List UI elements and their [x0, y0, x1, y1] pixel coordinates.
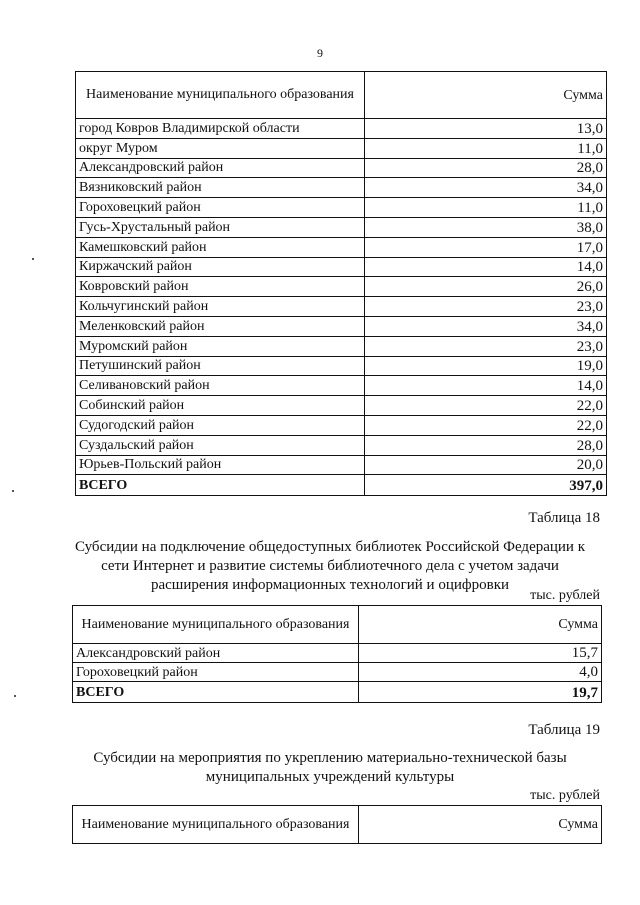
scan-speck [12, 490, 14, 492]
table-header-row [73, 606, 602, 644]
table-row [76, 415, 607, 435]
table-18-label: Таблица 18 [528, 510, 600, 526]
row-value: 13,0 [365, 119, 607, 139]
column-header-sum: Сумма [359, 806, 602, 844]
table-row [76, 455, 607, 475]
row-value: 11,0 [365, 138, 607, 158]
row-value: 28,0 [365, 158, 607, 178]
row-name: Гороховецкий район [76, 198, 365, 218]
table-row [76, 376, 607, 396]
column-header-name: Наименование муниципального образования [73, 606, 359, 644]
table-row [76, 119, 607, 139]
page-number: 9 [317, 46, 323, 60]
table-19-title [60, 749, 600, 787]
row-value: 34,0 [365, 178, 607, 198]
row-name: Судогодский район [76, 415, 365, 435]
total-label: ВСЕГО [76, 475, 365, 496]
row-value: 19,0 [365, 356, 607, 376]
table-row [76, 277, 607, 297]
row-name: Вязниковский район [76, 178, 365, 198]
row-name: Селивановский район [76, 376, 365, 396]
table-19-label: Таблица 19 [528, 722, 600, 738]
row-value: 23,0 [365, 336, 607, 356]
table-row [76, 158, 607, 178]
row-name: Александровский район [76, 158, 365, 178]
row-value: 22,0 [365, 396, 607, 416]
table-subsidies-continued [75, 71, 607, 496]
row-value: 26,0 [365, 277, 607, 297]
table-row [76, 396, 607, 416]
title-line: муниципальных учреждений культуры [205, 769, 455, 785]
row-value: 38,0 [365, 217, 607, 237]
table-row [76, 198, 607, 218]
table-19-units: тыс. рублей [530, 788, 600, 803]
row-name: Гороховецкий район [73, 663, 359, 682]
table-row [76, 257, 607, 277]
row-name: Кольчугинский район [76, 297, 365, 317]
column-header-sum: Сумма [359, 606, 602, 644]
table-19 [72, 805, 602, 844]
row-value: 14,0 [365, 376, 607, 396]
row-value: 28,0 [365, 435, 607, 455]
row-value: 20,0 [365, 455, 607, 475]
scan-speck [32, 258, 34, 260]
row-value: 11,0 [365, 198, 607, 218]
row-name: Александровский район [73, 644, 359, 663]
title-line: Субсидии на подключение общедоступных библиотек Российской Федерации к [75, 539, 585, 555]
row-value: 23,0 [365, 297, 607, 317]
total-label: ВСЕГО [73, 682, 359, 703]
column-header-sum: Сумма [365, 72, 607, 119]
table-row [76, 138, 607, 158]
table-row [76, 178, 607, 198]
row-name: Собинский район [76, 396, 365, 416]
row-name: Юрьев-Польский район [76, 455, 365, 475]
row-name: Муромский район [76, 336, 365, 356]
table-header-row [76, 72, 607, 119]
table-row [76, 217, 607, 237]
total-value: 19,7 [359, 682, 602, 703]
row-name: Ковровский район [76, 277, 365, 297]
row-value: 14,0 [365, 257, 607, 277]
table-row [76, 237, 607, 257]
title-line: расширения информационных технологий и оцифровки [150, 577, 510, 593]
row-value: 22,0 [365, 415, 607, 435]
table-row [76, 316, 607, 336]
title-line: сети Интернет и развитие системы библиотечного дела с учетом задачи [101, 558, 559, 574]
column-header-name: Наименование муниципального образования [73, 806, 359, 844]
row-value: 15,7 [359, 644, 602, 663]
table-row [73, 663, 602, 682]
row-name: Петушинский район [76, 356, 365, 376]
scan-speck [14, 695, 16, 697]
row-value: 34,0 [365, 316, 607, 336]
table-row [76, 356, 607, 376]
table-header-row [73, 806, 602, 844]
row-value: 17,0 [365, 237, 607, 257]
table-row [76, 336, 607, 356]
table-total-row [73, 682, 602, 703]
table-row [76, 297, 607, 317]
row-name: Меленковский район [76, 316, 365, 336]
row-name: Камешковский район [76, 237, 365, 257]
row-name: Суздальский район [76, 435, 365, 455]
total-value: 397,0 [365, 475, 607, 496]
title-line: Субсидии на мероприятия по укреплению материально-технической базы [93, 750, 567, 766]
row-name: город Ковров Владимирской области [76, 119, 365, 139]
table-row [73, 644, 602, 663]
table-row [76, 435, 607, 455]
table-18-title [60, 538, 600, 595]
table-total-row [76, 475, 607, 496]
table-18 [72, 605, 602, 703]
table-18-units: тыс. рублей [530, 588, 600, 603]
column-header-name: Наименование муниципального образования [76, 72, 365, 119]
row-name: округ Муром [76, 138, 365, 158]
row-name: Гусь-Хрустальный район [76, 217, 365, 237]
row-value: 4,0 [359, 663, 602, 682]
row-name: Киржачский район [76, 257, 365, 277]
